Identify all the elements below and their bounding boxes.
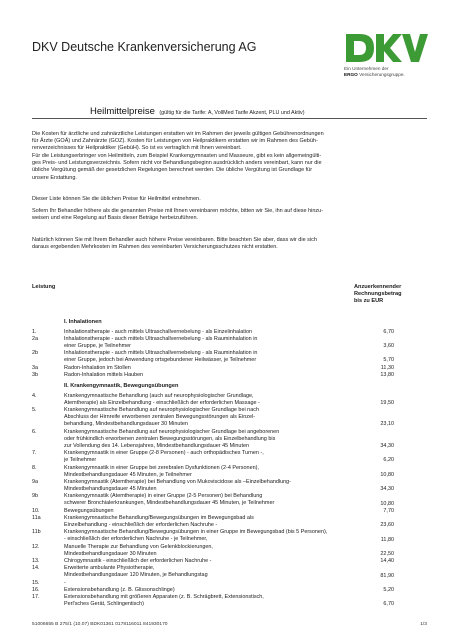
- description-line: Inhalationstherapie - auch mittels Ultraschallvernebelung - als Rauminhalation in: [64, 350, 258, 357]
- description-line: Chirogymnastik - einschließlich der erforderlichen Nachruhe -: [64, 558, 212, 565]
- item-price: 7,70: [383, 507, 394, 514]
- intro-paragraph: [32, 237, 427, 251]
- intro-paragraph: [32, 196, 427, 203]
- item-description: [64, 580, 354, 587]
- item-price: 34,30: [380, 486, 394, 493]
- description-line: Mindestbehandlungsdauer 45 Minuten, je Teilnehmer: [64, 471, 192, 478]
- description-line: Krankengymnastische Behandlung (auch auf neurophysiologischer Grundlage,: [64, 392, 254, 399]
- item-number: 6.: [32, 428, 37, 435]
- item-description: [64, 393, 354, 407]
- item-number: 2a: [32, 335, 39, 342]
- item-description: [64, 508, 354, 515]
- description-line: Mindestbehandlungsdauer 120 Minuten, je Behandlungstag: [64, 572, 208, 579]
- paragraph-line: übliche Vergütung gemäß der gesetzlichen Regelungen berechnet werden. Die übliche Vergütung ist Grundlage für: [32, 167, 313, 174]
- group-line-2: Versicherungsgruppe.: [359, 72, 405, 77]
- item-number: 14.: [32, 565, 40, 572]
- item-number: 12.: [32, 543, 40, 550]
- description-line: Radon-Inhalation mittels Hauben: [64, 371, 144, 378]
- description-line: oder frühkindlich erworbenen zentralen Bewegungsstörungen, als Einzelbehandlung bis: [64, 435, 276, 442]
- item-description: [64, 594, 354, 608]
- intro-paragraph: [32, 153, 427, 182]
- item-number: 17.: [32, 594, 40, 601]
- item-price: 14,40: [380, 558, 394, 565]
- item-price: 34,30: [380, 442, 394, 449]
- item-price: 5,70: [383, 357, 394, 364]
- description-line: Krankengymnastische Behandlung auf neurophysiologischer Grundlage bei nach: [64, 407, 259, 413]
- description-line: Extensionsbehandlung (z. B. Glissonschlinge): [64, 587, 175, 593]
- description-line: Krankengymnastische Behandlung auf neurophysiologischer Grundlage bei angeborenen: [64, 428, 280, 435]
- paragraph-line: renverzeichnisses für Heilpraktiker (GebüH). So ist es vertraglich mit Ihnen vereinbart.: [32, 145, 242, 152]
- description-line: Krankengymnastische Behandlung/Bewegungsübungen im Bewegungsbad als: [64, 515, 254, 521]
- description-line: -: [64, 579, 66, 586]
- item-price: 5,20: [383, 587, 394, 593]
- section-title: II. Krankengymnastik, Bewegungsübungen: [64, 383, 179, 389]
- item-price: 13,80: [380, 371, 394, 378]
- item-price: 6,20: [383, 457, 394, 464]
- item-number: 9a: [32, 479, 39, 485]
- item-number: 13.: [32, 558, 40, 565]
- description-line: Perl'sches Gerät, Schlingentisch): [64, 601, 144, 608]
- item-number: 3a: [32, 364, 39, 371]
- item-description: [64, 587, 354, 594]
- item-price: 11,80: [380, 536, 394, 543]
- paragraph-line: Die Kosten für ärztliche und zahnärztliche Leistungen erstatten wir im Rahmen der jeweils gültigen Gebührenordnungen: [32, 131, 324, 137]
- item-number: 2b: [32, 350, 39, 357]
- paragraph-line: unsere Erstattung.: [32, 174, 77, 181]
- document-heading: [90, 101, 305, 119]
- description-line: zur Vollendung des 14. Lebensjahres, Mindestbehandlungsdauer 45 Minuten: [64, 442, 250, 449]
- description-line: Krankengymnastik in einer Gruppe bei zerebralen Dysfunktionen (2-4 Personen),: [64, 464, 259, 471]
- item-number: 7.: [32, 450, 37, 457]
- description-line: Krankengymnastik (Atemtherapie) bei Behandlung von Mukoviscidose als –Einzelbehandlung-: [64, 479, 291, 485]
- item-price: 6,70: [383, 601, 394, 608]
- document-title: Heilmittelpreise: [90, 106, 155, 117]
- item-description: [64, 479, 354, 493]
- item-number: 16.: [32, 587, 40, 593]
- item-number: 3b: [32, 371, 39, 378]
- item-description: [64, 350, 354, 364]
- item-number: 5.: [32, 407, 37, 413]
- item-number: 8.: [32, 464, 37, 471]
- item-description: [64, 544, 354, 558]
- document-subtitle: (gültig für die Tarife: A, VollMed Tarife Akzent, PLU und Aktiv): [159, 110, 305, 116]
- paragraph-line: Natürlich können Sie mit Ihrem Behandler auch höhere Preise vereinbaren. Bitte beachten Sie aber, dass wir die sich: [32, 237, 317, 243]
- item-description: [64, 407, 354, 428]
- ergo-brand: ERGO: [344, 72, 358, 77]
- heading-divider: [32, 118, 427, 119]
- column-leistung: Leistung: [32, 284, 56, 290]
- item-number: 9b: [32, 493, 39, 500]
- description-line: Inhalationstherapie - auch mittels Ultraschallvernebelung - als Einzelinhalation: [64, 328, 252, 335]
- dkv-logo: [344, 32, 428, 64]
- item-description: [64, 558, 354, 565]
- item-description: [64, 465, 354, 479]
- item-description: [64, 372, 354, 379]
- item-description: [64, 565, 354, 579]
- item-description: [64, 329, 354, 336]
- paragraph-line: Dieser Liste können Sie die üblichen Preise für Heilmittel entnehmen.: [32, 196, 201, 202]
- item-description: [64, 515, 354, 529]
- company-name: DKV Deutsche Krankenversicherung AG: [32, 40, 257, 54]
- group-affiliation: [344, 66, 405, 78]
- description-line: Krankengymnastische Behandlung/Bewegungsübungen in einer Gruppe im Bewegungsbad (bis 5 Personen),: [64, 529, 328, 536]
- item-number: 1.: [32, 328, 37, 335]
- footer-codes: 51006655 B 275/1 (10.07) BDK01361 0178116011 841930170: [32, 622, 168, 627]
- item-price: 19,50: [380, 399, 394, 406]
- paragraph-line: ges Preis- und Leistungsverzeichnis. Sofern nicht vor Behandlungsbeginn ausdrücklich anders vereinbart, kann nur die: [32, 160, 322, 167]
- description-line: Inhalationstherapie - auch mittels Ultraschallvernebelung - als Rauminhalation in: [64, 335, 258, 342]
- item-price: 81,90: [380, 572, 394, 579]
- item-price: 3,60: [383, 342, 394, 349]
- description-line: Radon-Inhalation im Stollen: [64, 364, 131, 371]
- description-line: Bewegungsübungen: [64, 507, 114, 514]
- item-number: 10.: [32, 507, 40, 514]
- item-price: 23,60: [380, 522, 394, 529]
- description-line: Atemtherapie) als Einzelbehandlung - einschließlich der erforderlichen Massage -: [64, 399, 260, 406]
- description-line: einer Gruppe, jedoch bei Anwendung ortsgebundener Heilwässer, je Teilnehmer: [64, 357, 257, 364]
- item-number: 4.: [32, 392, 37, 399]
- description-line: Mindestbehandlungsdauer 45 Minuten: [64, 486, 157, 492]
- description-line: Mindestbehandlungsdauer 30 Minuten: [64, 550, 157, 557]
- item-number: 11b: [32, 529, 41, 536]
- item-description: [64, 529, 354, 543]
- item-price: 11,30: [380, 364, 394, 371]
- item-price: 10,80: [380, 471, 394, 478]
- item-number: 11a: [32, 515, 41, 521]
- description-line: Abschluss der Hirnreife erworbenen zentralen Bewegungsstörungen als Einzel-: [64, 414, 256, 420]
- page-number: 1/3: [420, 622, 427, 627]
- item-description: [64, 336, 354, 350]
- description-line: einer Gruppe, je Teilnehmer: [64, 342, 131, 349]
- description-line: Einzelbehandlung - einschließlich der erforderlichen Nachruhe -: [64, 522, 218, 528]
- item-price: 10,80: [380, 500, 394, 507]
- description-line: je Teilnehmer: [64, 457, 97, 464]
- item-description: [64, 365, 354, 372]
- paragraph-line: Sofern Ihr Behandler höhere als die genannten Preise mit Ihnen vereinbaren möchte, bitten wir Sie, ihn auf diese hinzu-: [32, 208, 324, 214]
- section-title: I. Inhalationen: [64, 319, 102, 325]
- item-description: [64, 429, 354, 450]
- description-line: - einschließlich der erforderlichen Nachruhe - je Teilnehmer,: [64, 536, 208, 543]
- description-line: Manuelle Therapie zur Behandlung von Gelenkblockierungen,: [64, 543, 213, 550]
- item-description: [64, 450, 354, 464]
- description-line: Extensionsbehandlung mit größeren Apparaten (z. B. Schrägbrett, Extensionstisch,: [64, 594, 264, 601]
- description-line: Krankengymnastik (Atemtherapie) in einer Gruppe (2-5 Personen) bei Behandlung: [64, 493, 263, 500]
- paragraph-line: weisen und eine Regelung auf Basis dieser Beträge herbeizuführen.: [32, 215, 199, 222]
- description-line: Erweiterte ambulante Physiotherapie,: [64, 565, 155, 572]
- intro-paragraph: [32, 208, 427, 222]
- item-description: [64, 493, 354, 507]
- item-price: 23,10: [380, 421, 394, 428]
- item-price: 6,70: [383, 328, 394, 335]
- paragraph-line: Für die Leistungserbringer von Heilmitteln, zum Beispiel Krankengymnasten und Masseure, gibt es kein allgemeingülti-: [32, 153, 322, 159]
- column-betrag: Anzuerkennender Rechnungsbetrag bis zu EUR: [354, 284, 402, 305]
- paragraph-line: daraus ergebenden Mehrkosten im Rahmen des vereinbarten Versicherungsschutzes nicht erstatten.: [32, 244, 278, 251]
- description-line: behandlung, Mindestbehandlungsdauer 30 Minuten: [64, 421, 188, 427]
- paragraph-line: für Ärzte (GOÄ) und Zahnärzte (GOZ). Kosten für Leistungen von Heilpraktikern erstatten wir im Rahmen des Gebüh-: [32, 138, 318, 145]
- item-price: 22,50: [380, 550, 394, 557]
- group-line-1: Ein Unternehmen der: [344, 66, 389, 71]
- description-line: schwerer Bronchialerkrankungen, Mindestbehandlungsdauer 45 Minuten, je Teilnehmer: [64, 500, 275, 507]
- intro-paragraph: [32, 131, 427, 153]
- description-line: Krankengymnastik in einer Gruppe (2-8 Personen) - auch orthopädisches Turnen -,: [64, 450, 264, 457]
- item-number: 15.: [32, 579, 40, 586]
